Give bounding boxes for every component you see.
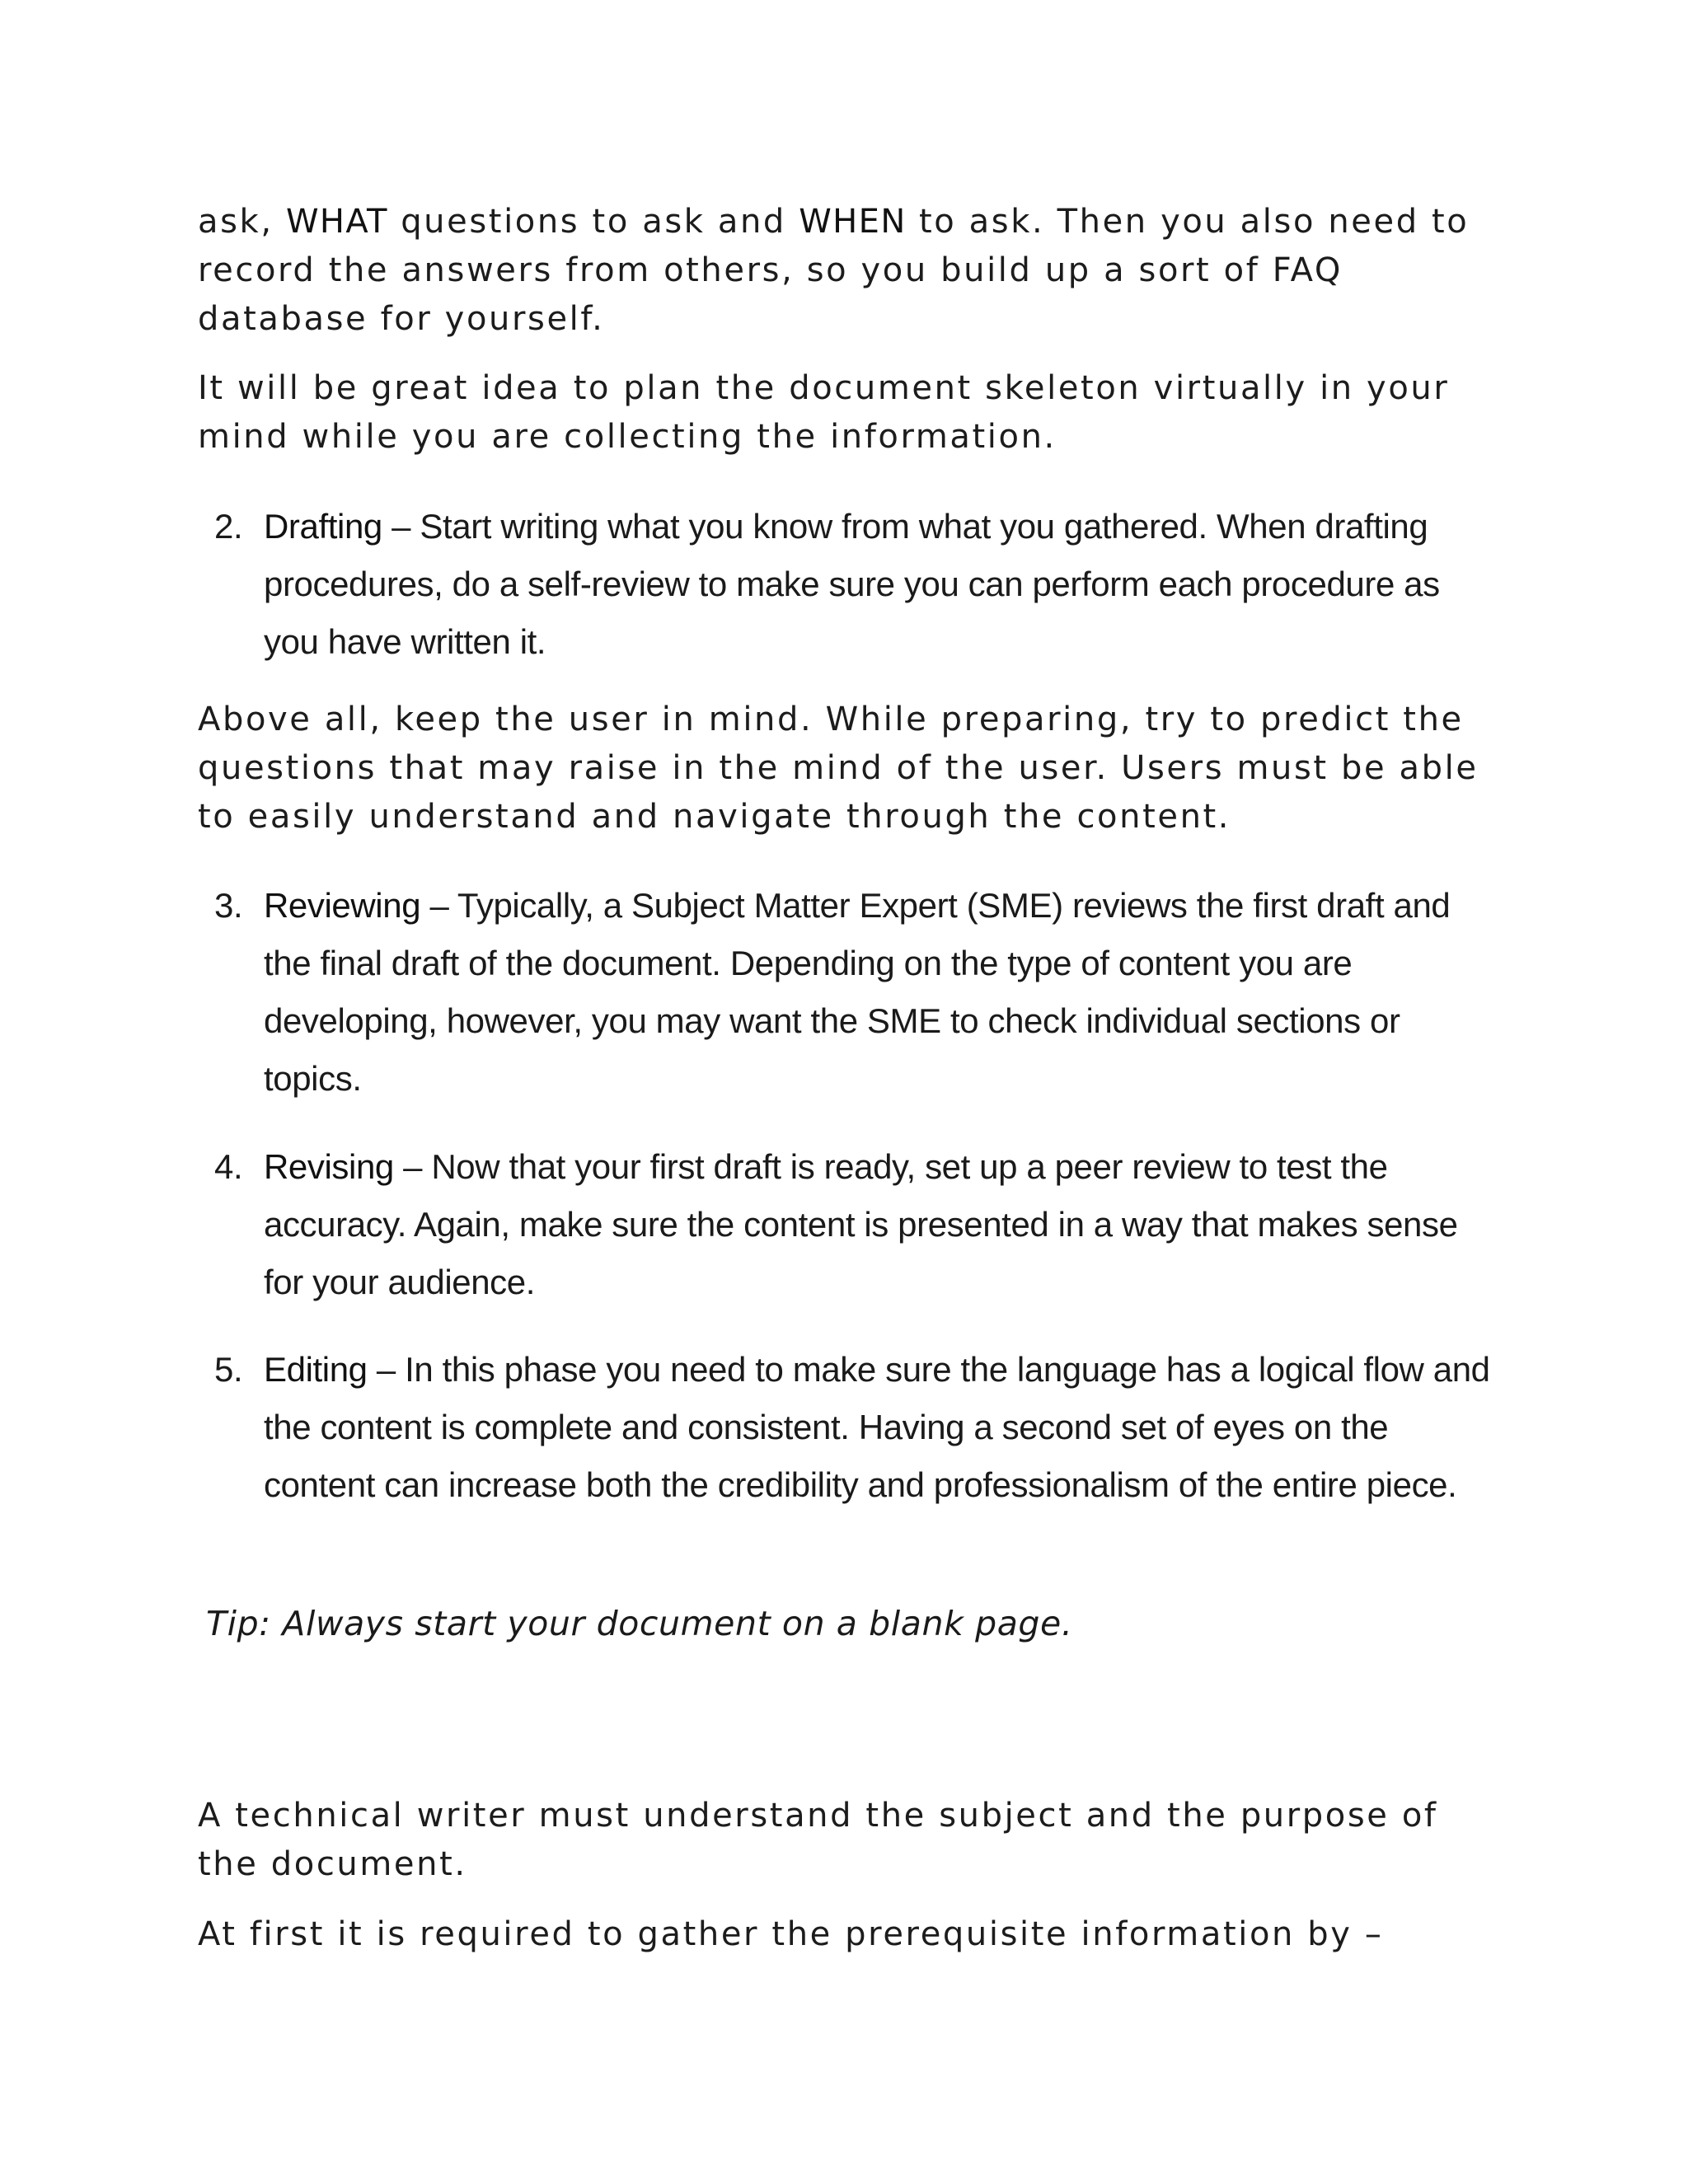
intro-text-3: to ask. Then you also need to record the answers from others, so you build up a sort of FAQ database for yourself.	[198, 203, 1470, 338]
keyword-when: WHEN	[799, 203, 907, 241]
list-item-reviewing	[214, 877, 1500, 1108]
intro-text-2: questions to ask and	[387, 203, 799, 241]
list-number: 4.	[214, 1147, 243, 1186]
list-number: 2.	[214, 507, 243, 546]
list-item-body	[264, 877, 1500, 1108]
intro-paragraph-skeleton: It will be great idea to plan the document skeleton virtually in your mind while you are collecting the information.	[198, 369, 1450, 456]
user-focus-paragraph: Above all, keep the user in mind. While preparing, try to predict the questions that may raise in the mind of the user. Users must be able to easily understand and navigate through the content.	[198, 701, 1479, 836]
list-item-drafting	[214, 498, 1500, 671]
list-item-term: Revising	[264, 1147, 394, 1186]
intro-paragraph-questions	[198, 198, 1484, 344]
list-item-text: – Typically, a Subject Matter Expert (SME) reviews the first draft and the final draft of the document. Depending on the type of content you are developing, however, you may want the SME to check individual sections or topics.	[264, 886, 1451, 1098]
list-item-text: – Start writing what you know from what you gathered. When drafting procedures, do a self-review to make sure you can perform each procedure as you have written it.	[264, 507, 1440, 661]
list-item-term: Reviewing	[264, 886, 421, 925]
list-item-editing	[214, 1341, 1500, 1514]
list-item-text: – Now that your first draft is ready, set up a peer review to test the accuracy. Again, make sure the content is presented in a way that makes sense for your audience.	[264, 1147, 1458, 1301]
list-item-revising	[214, 1138, 1500, 1311]
list-number: 3.	[214, 886, 243, 925]
keyword-what: WHAT	[285, 203, 388, 241]
list-item-term: Drafting	[264, 507, 382, 546]
list-item-body	[264, 1341, 1500, 1514]
list-item-term: Editing	[264, 1350, 368, 1389]
closing-paragraph-gather: At first it is required to gather the prerequisite information by –	[198, 1915, 1384, 1953]
list-item-body	[264, 498, 1500, 671]
closing-paragraph-understand: A technical writer must understand the subject and the purpose of the document.	[198, 1797, 1438, 1883]
list-item-body	[264, 1138, 1500, 1311]
tip-note: Tip: Always start your document on a blank page.	[206, 1604, 1073, 1643]
list-number: 5.	[214, 1350, 243, 1389]
intro-text-1: ask,	[198, 203, 286, 241]
list-item-text: – In this phase you need to make sure the language has a logical flow and the content is complete and consistent. Having a second set of eyes on the content can increase both the credibility and professionalism of the entire piece.	[264, 1350, 1490, 1504]
